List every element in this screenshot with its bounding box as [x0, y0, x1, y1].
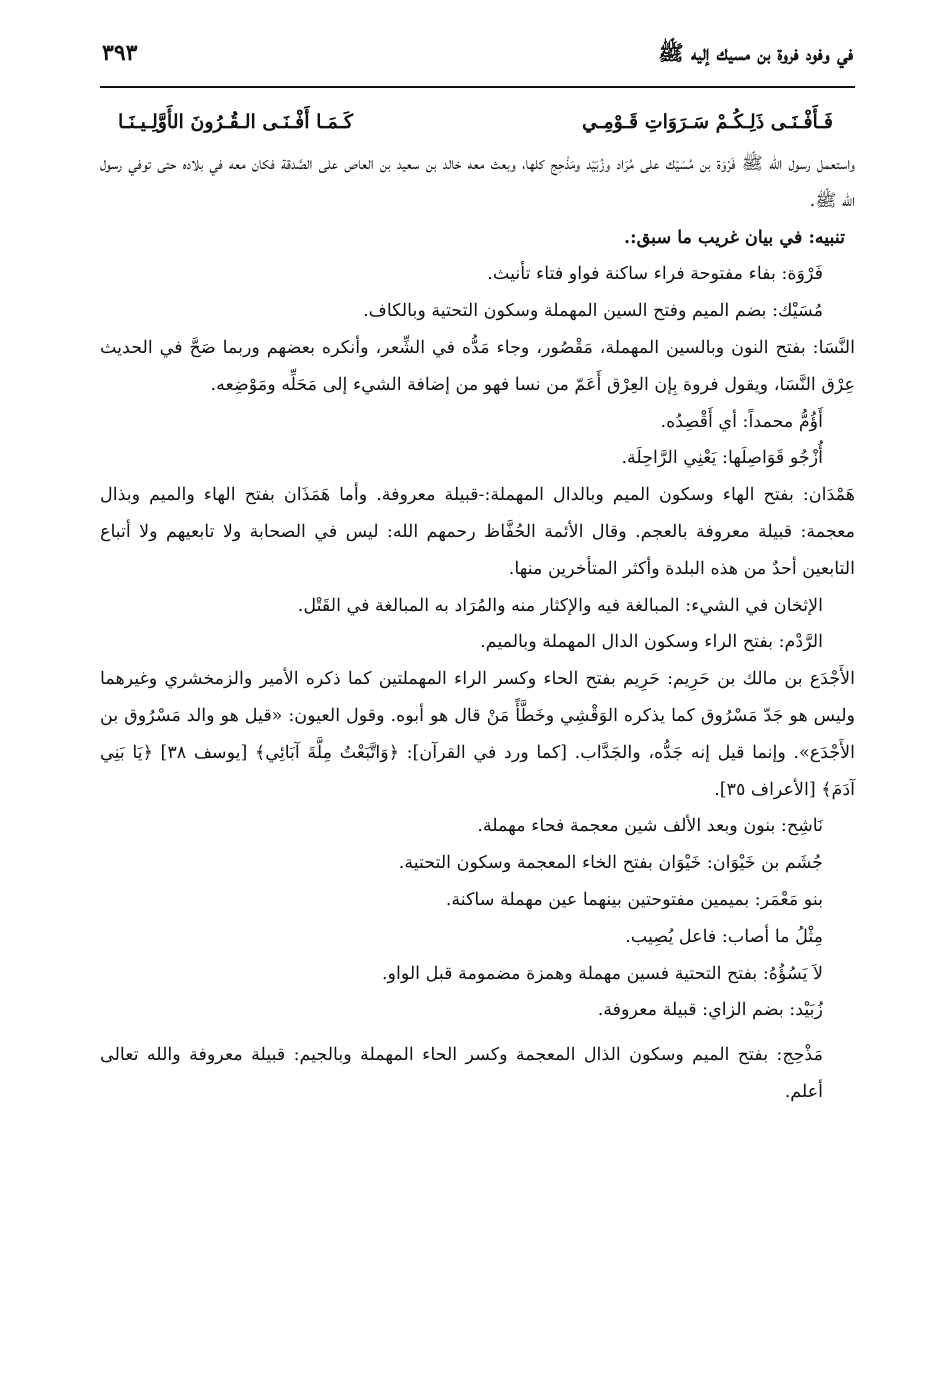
paragraph: بنو مَعْمَر: بميمين مفتوحتين بينهما عين مهملة ساكنة.	[445, 889, 823, 910]
paragraph: النَّسَا: بفتح النون وبالسين المهملة، مَقْصُور، وجاء مَدُّه في الشِّعر، وأنكره بعضهم وربما صَحَّ في الحديث عِرْق النَّسَا، ويقول فروة بِإن العِرْق أَعَمّ من نسا فهو من إضافة الشيء إلى مَحَلِّه ومَوْضِعه.	[100, 337, 855, 395]
paragraph: الرَّدْم: بفتح الراء وسكون الدال المهملة وبالميم.	[480, 632, 823, 653]
verse-second-hemistich: كَـمَـا أَفْـنَـى الـقُـرُونَ الأَوَّلِـيـنَـا	[118, 111, 354, 133]
chapter-title: في وفود فروة بن مسيك إليه ﷺ	[658, 40, 853, 65]
verse-first-hemistich: فَـأَفْـنَـى ذَلِـكُـمْ سَـرَوَاتِ قَـوْمِـي	[582, 111, 833, 133]
body-text	[100, 146, 855, 1111]
paragraph-gap	[100, 1029, 855, 1037]
paragraph: مَذْحِج: بفتح الميم وسكون الذال المعجمة وكسر الحاء المهملة وبالجيم: قبيلة معروفة والله تعالى أعلم.	[100, 1045, 823, 1102]
page-number: ٣٩٣	[102, 40, 138, 66]
poetry-verse	[100, 102, 855, 142]
paragraph: الإثخان في الشيء: المبالغة فيه والإكثار منه والمُرَاد به المبالغة في القَتْل.	[297, 595, 823, 616]
section-heading: تنبيه: في بيان غريب ما سبق:.	[624, 227, 845, 248]
paragraph: مُسَيْك: بضم الميم وفتح السين المهملة وسكون التحتية وبالكاف.	[363, 301, 823, 322]
paragraph: أَؤُمُّ محمداً: أي أَقْصِدُه.	[660, 411, 823, 432]
paragraph: فَرْوَة: بفاء مفتوحة فراء ساكنة فواو فتاء تأنيث.	[487, 264, 823, 285]
paragraph: هَمْدَان: بفتح الهاء وسكون الميم وبالدال المهملة:-قبيلة معروفة. وأما هَمَذَان بفتح الهاء والميم وبذال معجمة: قبيلة معروفة بالعجم. وقال الأئمة الحُفَّاظ رحمهم الله: ليس في الصحابة ولا تابعيهم ولا أتباع التابعين أحدٌ من هذه البلدة وأكثر المتأخرين منها.	[100, 485, 855, 579]
paragraph: أُزْجُو قَوَاصِلَها: يَعْنِي الرَّاحِلَة.	[621, 448, 823, 469]
paragraph: نَاشِح: بنون وبعد الألف شين معجمة فحاء مهملة.	[477, 816, 823, 837]
paragraph: الأَجْدَع بن مالك بن حَرِيم: حَرِيم بفتح الحاء وكسر الراء المهملتين كما ذكره الأمير والزمخشري وغيرهما وليس هو جَدّ مَسْرُوق كما يذكره الوَقْشِي وخَطَّأً مَنْ قال هو أبوه. وقول العيون: «قيل هو والد مَسْرُوق بن الأَجْدَع». وإنما قيل إنه جَدُّه، والجَدَّاب. [كما ورد في القرآن]: ﴿وَاتَّبَعْتُ مِلَّةَ آبَائِي﴾ [يوسف ٣٨] ﴿يَا بَنِي آدَمَ﴾ [الأعراف ٣٥].	[100, 669, 855, 800]
paragraph: لاَ يَسُؤُهُ: بفتح التحتية فسين مهملة وهمزة مضمومة قبل الواو.	[381, 963, 823, 984]
running-header	[100, 40, 855, 88]
paragraph: واستعمل رسول الله ﷺ فَرْوَة بن مُسَيْك على مُرَاد وزُبَيْد ومَذْحِج كلها، وبعث معه خالد بن سعيد بن العاص على الصَّدقة فكان معه في بلاده حتى توفي رسول الله ﷺ.	[100, 154, 855, 211]
paragraph: زُبَيْد: بضم الزاي: قبيلة معروفة.	[597, 1000, 823, 1021]
paragraph: مِثْلُ ما أصاب: فاعل يُصِيب.	[625, 926, 823, 947]
paragraph: جُشَم بن خَيْوَان: خَيْوَان بفتح الخاء المعجمة وسكون التحتية.	[398, 853, 823, 874]
